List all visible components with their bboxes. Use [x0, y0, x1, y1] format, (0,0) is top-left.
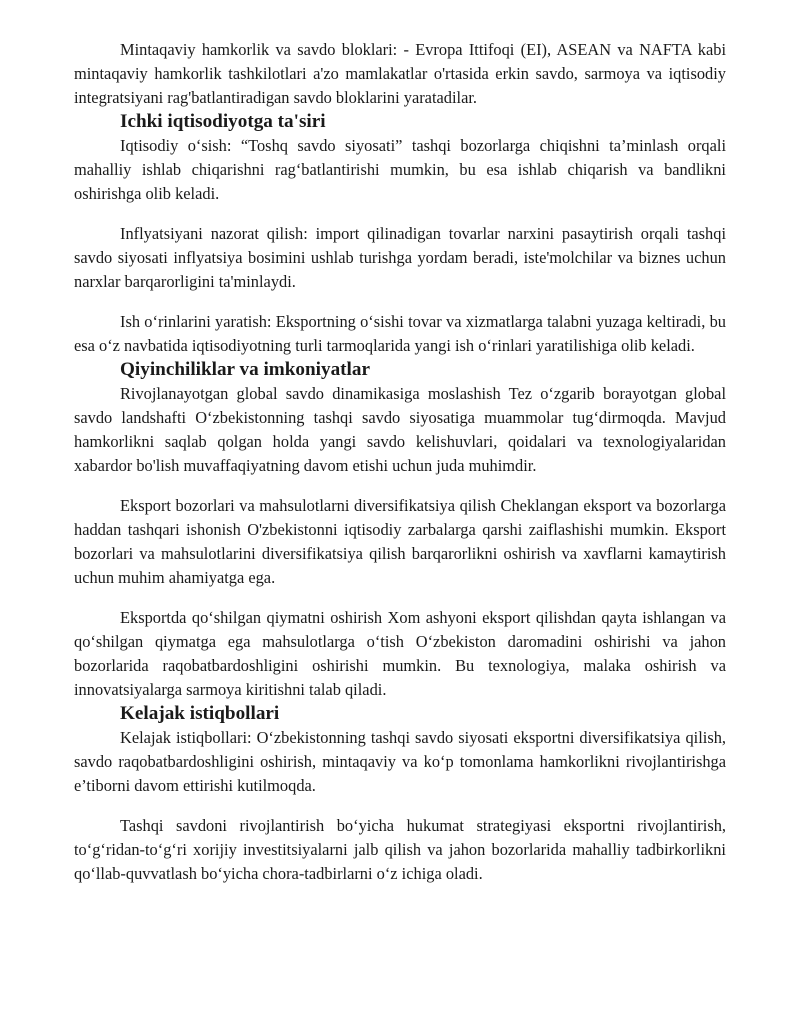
heading-challenges: Qiyinchiliklar va imkoniyatlar: [120, 359, 370, 380]
paragraph-inflation-control: Inflyatsiyani nazorat qilish: import qilinadigan tovarlar narxini pasaytirish orqali tashqi savdo siyosati inflyatsiya bosimini ushlab turishga yordam beradi, iste'molchilar va biznes uchun narxlar barqarorligini ta'minlaydi.: [74, 224, 726, 291]
paragraph-added-value: Eksportda qo‘shilgan qiymatni oshirish Xom ashyoni eksport qilishdan qayta ishlangan va qo‘shilgan qiymatga ega mahsulotlarga o‘tish O‘zbekiston daromadini oshirishi va jahon bozorlarida raqobatbardoshligini oshirishi mumkin. Bu texnologiya, malaka oshirish va innovatsiyalarga sarmoya kiritishni talab qiladi.: [74, 608, 726, 699]
heading-internal-economy: Ichki iqtisodiyotga ta'siri: [120, 111, 326, 132]
paragraph-diversification: Eksport bozorlari va mahsulotlarni diversifikatsiya qilish Cheklangan eksport va bozorlarga haddan tashqari ishonish O'zbekistonni iqtisodiy zarbalarga qarshi zaiflashishi mumkin. Eksport bozorlari va mahsulotlarini diversifikatsiya qilish barqarorlikni oshirish va xavflarni kamaytirish uchun muhim ahamiyatga ega.: [74, 496, 726, 587]
paragraph-job-creation: Ish o‘rinlarini yaratish: Eksportning o‘sishi tovar va xizmatlarga talabni yuzaga keltiradi, bu esa o‘z navbatida iqtisodiyotning turli tarmoqlarida yangi ish o‘rinlari yaratilishiga olib keladi.: [74, 312, 726, 355]
document-page: [74, 38, 726, 886]
paragraph-adaptation: Rivojlanayotgan global savdo dinamikasiga moslashish Tez o‘zgarib borayotgan global savdo landshafti O‘zbekistonning tashqi savdo siyosatiga muammolar tug‘dirmoqda. Mavjud hamkorlikni saqlab qolgan holda yangi savdo kelishuvlari, qoidalari va texnologiyalaridan xabardor bo'lish muvaffaqiyatning davom etishi uchun juda muhimdir.: [74, 384, 726, 475]
paragraph-trade-blocs: Mintaqaviy hamkorlik va savdo bloklari: - Evropa Ittifoqi (EI), ASEAN va NAFTA kabi mintaqaviy hamkorlik tashkilotlari a'zo mamlakatlar o'rtasida erkin savdo, sarmoya va iqtisodiy integratsiyani rag'batlantiradigan savdo bloklarini yaratadilar.: [74, 40, 726, 107]
heading-future-prospects: Kelajak istiqbollari: [120, 703, 280, 724]
paragraph-government-strategy: Tashqi savdoni rivojlantirish bo‘yicha hukumat strategiyasi eksportni rivojlantirish, to‘g‘ridan-to‘g‘ri xorijiy investitsiyalarni jalb qilish va jahon bozorlarida mahalliy tadbirkorlikni qo‘llab-quvvatlash bo‘yicha chora-tadbirlarni o‘z ichiga oladi.: [74, 816, 726, 883]
paragraph-economic-growth: Iqtisodiy o‘sish: “Toshq savdo siyosati” tashqi bozorlarga chiqishni ta’minlash orqali mahalliy ishlab chiqarishni rag‘batlantirishi mumkin, bu esa ishlab chiqarish va bandlikni oshirishga olib keladi.: [74, 136, 726, 203]
paragraph-future-prospects: Kelajak istiqbollari: O‘zbekistonning tashqi savdo siyosati eksportni diversifikatsiya qilish, savdo raqobatbardoshligini oshirish, mintaqaviy va ko‘p tomonlama hamkorlikni rivojlantirishga e’tiborni davom ettirishi kutilmoqda.: [74, 728, 726, 795]
